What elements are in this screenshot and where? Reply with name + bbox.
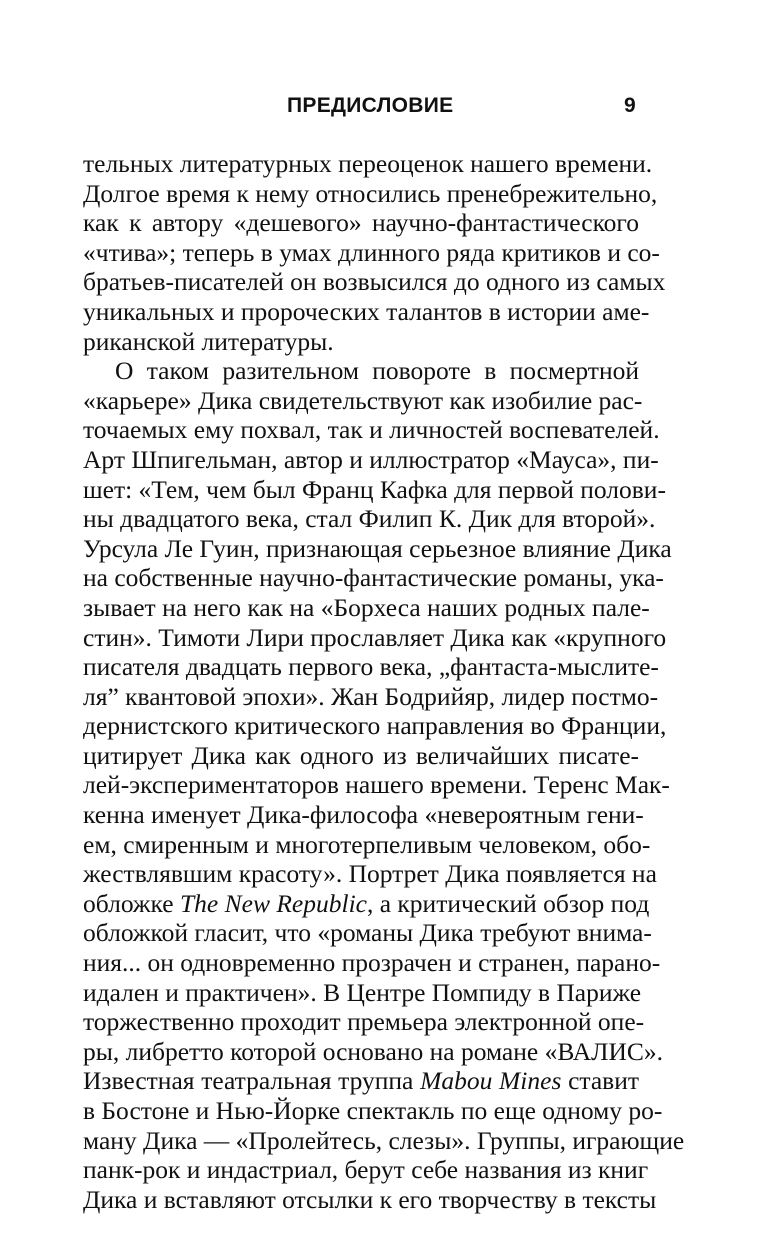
text-line: идален и практичен». В Центре Помпиду в Париже — [83, 977, 642, 1007]
text-fragment: обложке — [83, 888, 180, 918]
text-line: в Бостоне и Нью-Йорке спектакль по еще одному ро- — [83, 1096, 663, 1125]
text-line: братьев-писателей он возвысился до одного из самых — [83, 267, 666, 297]
text-line: ем, смиренным и многотерпеливым человеком, обо- — [83, 829, 651, 859]
text-line: ны двадцатого века, стал Филип К. Дик для второй». — [83, 504, 656, 534]
text-line: жествлявшим красоту». Портрет Дика появляется на — [83, 859, 657, 889]
text-line: обложкой гласит, что «романы Дика требуют внима- — [83, 918, 652, 948]
text-line: риканской литературы. — [83, 326, 334, 356]
troupe-name: Mabou Mines — [420, 1066, 562, 1096]
text-line: торжественно проходит премьера электронной опе- — [83, 1007, 645, 1037]
text-fragment: , а критический обзор под — [366, 888, 650, 918]
text-line: шет: «Тем, чем был Франц Кафка для первой полови- — [83, 474, 666, 504]
text-line: Урсула Ле Гуин, признающая серьезное влияние Дика — [83, 533, 672, 563]
magazine-title: The New Republic — [180, 888, 367, 918]
text-line: Долгое время к нему относились пренебрежительно, — [83, 178, 658, 208]
text-line: уникальных и пророческих талантов в истории аме- — [83, 296, 650, 326]
text-line: ры, либретто которой основано на романе «ВАЛИС». — [83, 1036, 663, 1066]
text-line: точаемых ему похвал, так и личностей воспевателей. — [83, 415, 660, 445]
text-line: зывает на него как на «Борхеса наших родных пале- — [83, 592, 650, 622]
text-line: панк-рок и индастриал, берут себе названия из книг — [83, 1155, 649, 1185]
text-line-with-troupe — [83, 1066, 639, 1096]
paragraph-1 — [83, 149, 666, 356]
text-line: «чтива»; теперь в умах длинного ряда критиков и со- — [83, 237, 660, 267]
text-line: лей-экспериментаторов нашего времени. Теренс Мак- — [83, 770, 670, 800]
text-line: стин». Тимоти Лири прославляет Дика как «крупного — [83, 622, 667, 652]
body-text — [83, 149, 685, 1214]
text-fragment: Известная театральная труппа — [83, 1066, 421, 1096]
text-line: как к автору «дешевого» научно-фантастического — [83, 208, 639, 238]
text-line: на собственные научно-фантастические романы, ука- — [83, 563, 664, 593]
text-line: О таком разительном повороте в посмертной — [115, 356, 639, 386]
page-number: 9 — [624, 94, 636, 117]
text-fragment: ставит — [561, 1066, 640, 1096]
text-line: Дика и вставляют отсылки к его творчеству в тексты — [83, 1184, 657, 1214]
text-line: «карьере» Дика свидетельствуют как изобилие рас- — [83, 385, 643, 415]
running-title: ПРЕДИСЛОВИЕ — [287, 94, 454, 117]
text-line: ля” квантовой эпохи». Жан Бодрийяр, лидер постмо- — [83, 681, 659, 711]
text-line: кенна именует Дика-философа «невероятным гени- — [83, 800, 644, 830]
text-line: тельных литературных переоценок нашего времени. — [83, 149, 653, 178]
text-line: цитирует Дика как одного из величайших писате- — [83, 740, 639, 770]
text-line: писателя двадцать первого века, „фантаста-мыслите- — [83, 652, 659, 682]
paragraph-2 — [83, 356, 685, 1214]
text-line: ния... он одновременно прозрачен и странен, парано- — [83, 948, 661, 978]
text-line: ману Дика — «Пролейтесь, слезы». Группы, играющие — [83, 1125, 685, 1155]
text-line: Арт Шпигельман, автор и иллюстратор «Мауса», пи- — [83, 444, 659, 474]
text-line: дернистского критического направления во Франции, — [83, 711, 667, 741]
text-line-with-magazine — [83, 888, 650, 919]
